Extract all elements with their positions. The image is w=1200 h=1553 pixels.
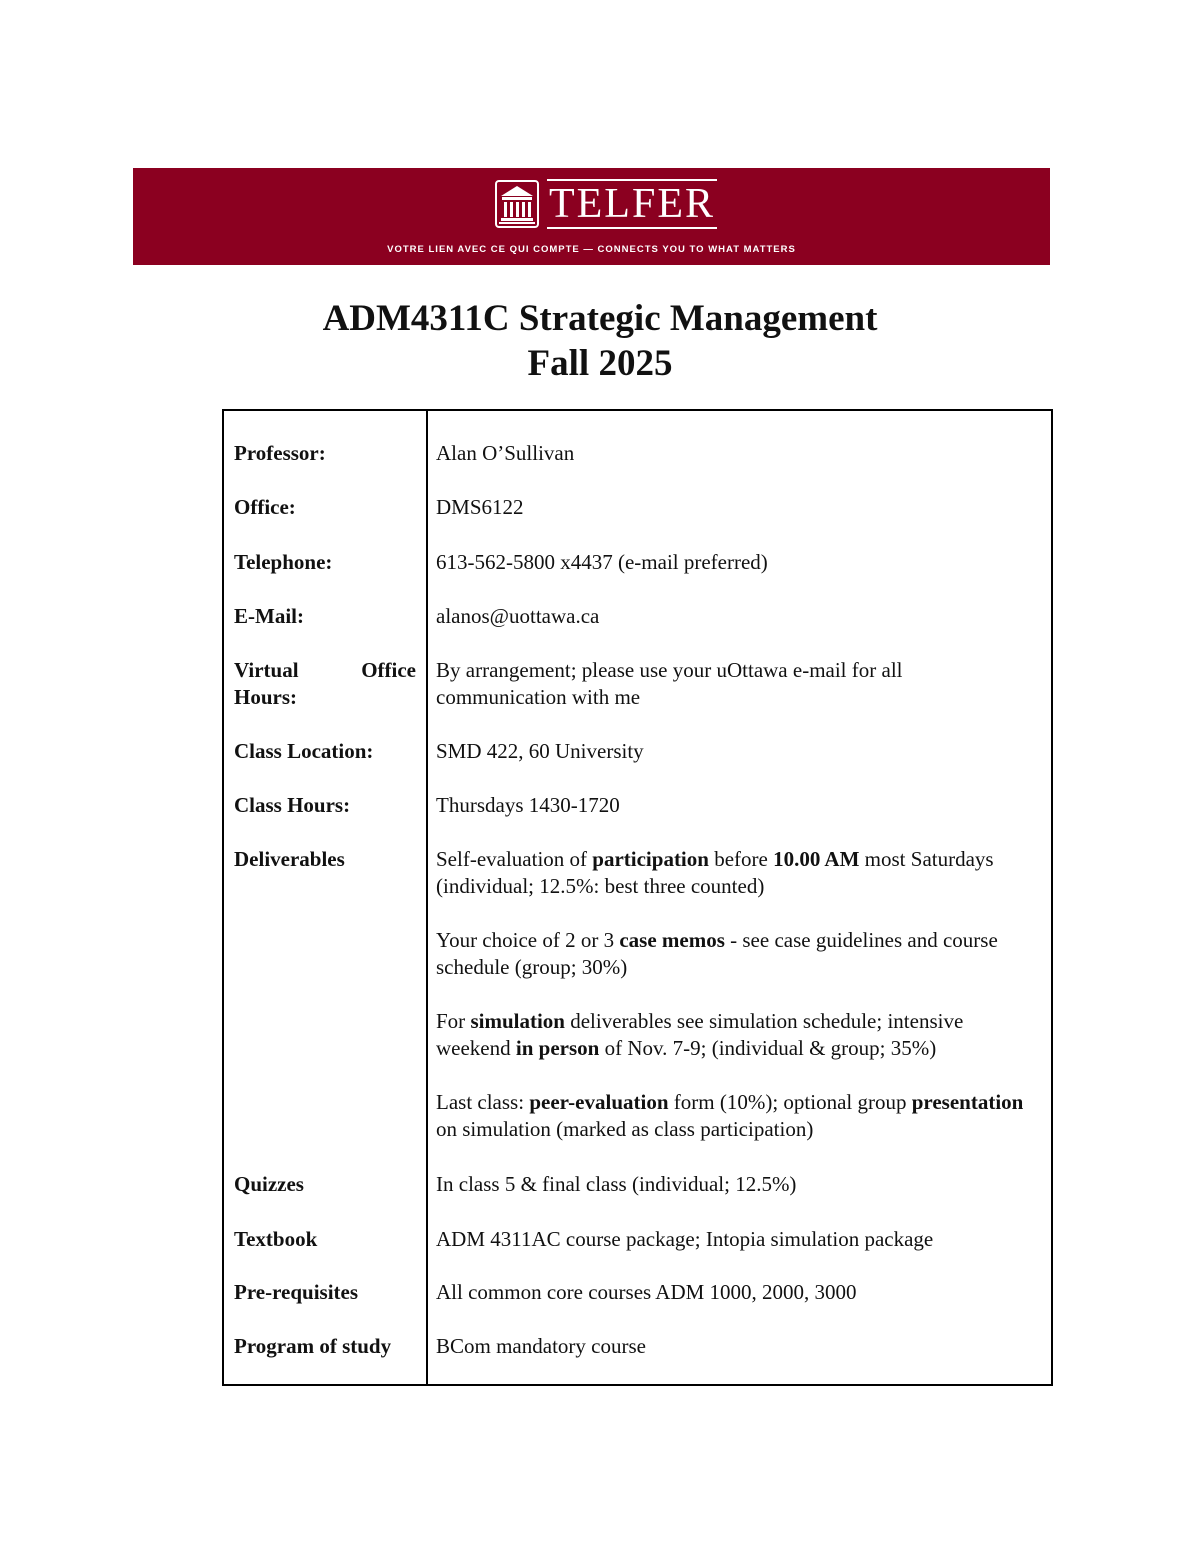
prerequisites-value: All common core courses ADM 1000, 2000, 3000	[436, 1280, 857, 1304]
telfer-logo	[495, 180, 717, 228]
office-hours-label-word2: Office	[361, 658, 416, 682]
course-title-line2: Fall 2025	[527, 343, 673, 384]
class-location-value: SMD 422, 60 University	[436, 739, 644, 763]
course-title	[0, 296, 1200, 386]
quizzes-label: Quizzes	[234, 1172, 304, 1196]
course-title-line1: ADM4311C Strategic Management	[322, 298, 878, 339]
telephone-label: Telephone:	[234, 550, 333, 574]
office-value: DMS6122	[436, 495, 524, 519]
textbook-value: ADM 4311AC course package; Intopia simulation package	[436, 1227, 934, 1251]
professor-value: Alan O’Sullivan	[436, 441, 575, 465]
office-label: Office:	[234, 495, 296, 519]
deliverable-simulation: For simulation deliverables see simulation schedule; intensive weekend in person of Nov. 7-9; (individual & group; 35%)	[436, 1009, 964, 1060]
telfer-banner	[133, 168, 1050, 265]
office-hours-label-word1: Virtual	[234, 658, 299, 682]
office-hours-value: By arrangement; please use your uOttawa e-mail for all communication with me	[436, 658, 903, 709]
quizzes-value: In class 5 & final class (individual; 12.5%)	[436, 1172, 797, 1196]
class-hours-value: Thursdays 1430-1720	[436, 793, 620, 817]
email-value[interactable]: alanos@uottawa.ca	[436, 604, 600, 628]
prerequisites-label: Pre-requisites	[234, 1280, 359, 1304]
office-hours-label	[234, 657, 416, 711]
class-location-label: Class Location:	[234, 739, 374, 763]
deliverables-label: Deliverables	[234, 847, 345, 871]
building-columns-icon	[495, 180, 539, 228]
professor-label: Professor:	[234, 441, 326, 465]
telephone-value: 613-562-5800 x4437 (e-mail preferred)	[436, 550, 768, 574]
program-value: BCom mandatory course	[436, 1334, 646, 1358]
deliverable-peer-evaluation: Last class: peer-evaluation form (10%); optional group presentation on simulation (marked as class participation)	[436, 1090, 1024, 1141]
textbook-label: Textbook	[234, 1227, 318, 1251]
column-divider	[426, 411, 428, 1384]
deliverable-participation: Self-evaluation of participation before 10.00 AM most Saturdays (individual; 12.5%: best three counted)	[436, 847, 994, 898]
deliverables-value	[436, 846, 1036, 1143]
banner-tagline: VOTRE LIEN AVEC CE QUI COMPTE — CONNECTS YOU TO WHAT MATTERS	[387, 244, 796, 255]
program-label: Program of study	[234, 1334, 392, 1358]
office-hours-label-line2: Hours:	[234, 685, 297, 709]
deliverable-case-memos: Your choice of 2 or 3 case memos - see case guidelines and course schedule (group; 30%)	[436, 928, 998, 979]
course-info-table	[222, 409, 1053, 1386]
logo-wordmark: TELFER	[549, 181, 715, 227]
email-label: E-Mail:	[234, 604, 304, 628]
class-hours-label: Class Hours:	[234, 793, 351, 817]
